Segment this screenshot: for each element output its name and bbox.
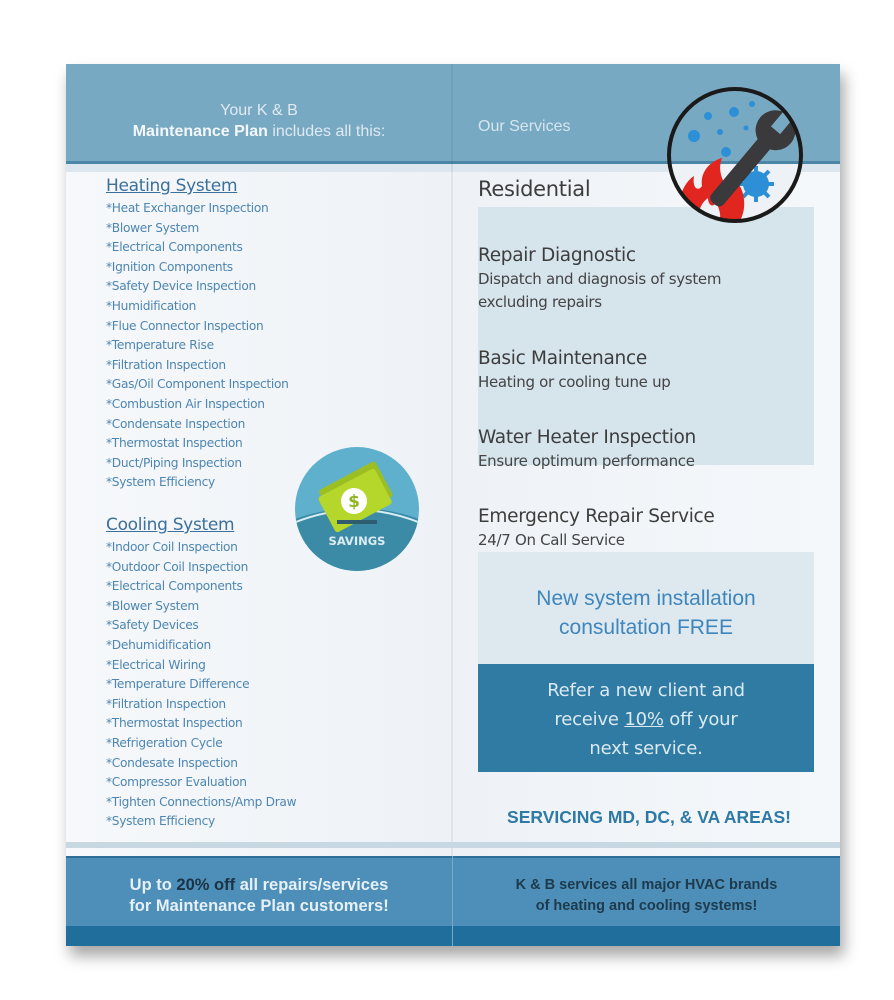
list-item: *Filtration Inspection (106, 357, 226, 372)
service-desc: Ensure optimum performance (478, 452, 695, 470)
list-item: *Indoor Coil Inspection (106, 540, 238, 554)
footer-bottom-bar (66, 926, 840, 946)
plan-heading-rest: includes all this: (267, 123, 386, 140)
service-desc: excluding repairs (478, 293, 602, 311)
service-desc: Heating or cooling tune up (478, 373, 671, 391)
service-desc: Dispatch and diagnosis of system (478, 270, 722, 288)
footer-stripe (66, 842, 840, 848)
list-item: *Condensate Inspection (106, 416, 246, 431)
list-item: *Flue Connector Inspection (106, 318, 264, 333)
list-item: *Electrical Components (106, 240, 243, 255)
list-item: *Blower System (106, 220, 199, 235)
list-item: *Duct/Piping Inspection (106, 455, 242, 470)
list-item: *Temperature Difference (106, 677, 250, 692)
plan-heading-bold: Maintenance Plan (132, 123, 268, 140)
list-item: *Thermostat Inspection (106, 436, 243, 451)
list-item: *Humidification (106, 298, 197, 313)
brands-line1: K & B services all major HVAC brands (515, 877, 778, 893)
discount-line2: for Maintenance Plan customers! (129, 897, 389, 915)
list-item: *Filtration Inspection (106, 696, 226, 711)
service-emergency-repair (478, 505, 715, 552)
hvac-fire-snow-wrench-icon (664, 84, 806, 226)
brands-line2: of heating and cooling systems! (535, 898, 758, 914)
money-savings-icon (287, 444, 427, 574)
plan-heading-line1: Your K & B (220, 102, 298, 119)
refer-pre: receive (554, 709, 625, 730)
refer-line2 (478, 705, 814, 734)
list-item: *Condesate Inspection (106, 755, 238, 770)
list-item: *Ignition Components (106, 259, 233, 274)
service-title: Water Heater Inspection (478, 427, 696, 448)
list-item: *Dehumidification (106, 637, 211, 652)
service-title: Basic Maintenance (478, 348, 647, 369)
svg-text:$: $ (348, 492, 360, 512)
list-item: *Combustion Air Inspection (106, 396, 265, 411)
residential-heading: Residential (478, 177, 591, 201)
free-line1: New system installation (536, 587, 756, 610)
savings-badge (287, 444, 427, 574)
list-item: *Electrical Components (106, 579, 243, 594)
list-item: *Safety Devices (106, 618, 199, 633)
list-item: *Outdoor Coil Inspection (106, 559, 249, 574)
service-water-heater (478, 426, 696, 473)
refer-percent: 10% (624, 709, 664, 730)
service-title: Repair Diagnostic (478, 245, 636, 266)
plan-heading-line2 (66, 121, 452, 142)
service-title: Emergency Repair Service (478, 506, 715, 527)
fold-line (451, 64, 453, 946)
list-item: *Electrical Wiring (106, 657, 206, 672)
services-heading: Our Services (478, 118, 571, 135)
svg-text:SAVINGS: SAVINGS (328, 534, 386, 548)
refer-line3: next service. (589, 738, 703, 759)
service-areas: SERVICING MD, DC, & VA AREAS! (507, 807, 791, 827)
cooling-list (106, 538, 296, 832)
list-item: *Blower System (106, 598, 199, 613)
discount-highlight: 20% off (176, 876, 236, 894)
service-desc: 24/7 On Call Service (478, 531, 625, 549)
list-item: *System Efficiency (106, 814, 215, 829)
service-repair-diagnostic (478, 244, 721, 314)
list-item: *Heat Exchanger Inspection (106, 201, 269, 215)
list-item: *Gas/Oil Component Inspection (106, 377, 289, 392)
heating-title: Heating System (106, 176, 238, 196)
discount-pre: Up to (129, 876, 177, 894)
brochure (66, 64, 840, 946)
brands-text (453, 875, 840, 917)
list-item: *Safety Device Inspection (106, 279, 256, 294)
list-item: *Tighten Connections/Amp Draw (106, 794, 297, 809)
free-consultation-text (478, 584, 814, 642)
cooling-title: Cooling System (106, 515, 235, 535)
list-item: *Refrigeration Cycle (106, 735, 223, 750)
plan-heading (66, 100, 452, 142)
discount-post: all repairs/services (235, 876, 389, 894)
list-item: *System Efficiency (106, 475, 215, 490)
refer-post: off your (663, 709, 738, 730)
service-basic-maintenance (478, 347, 671, 394)
referral-text (478, 676, 814, 763)
discount-line1 (66, 875, 452, 896)
list-item: *Compressor Evaluation (106, 775, 247, 790)
free-line2: consultation FREE (559, 616, 733, 639)
discount-text (66, 875, 452, 917)
refer-line1: Refer a new client and (547, 680, 745, 701)
list-item: *Thermostat Inspection (106, 716, 243, 731)
list-item: *Temperature Rise (106, 338, 214, 353)
heating-list (106, 199, 289, 493)
